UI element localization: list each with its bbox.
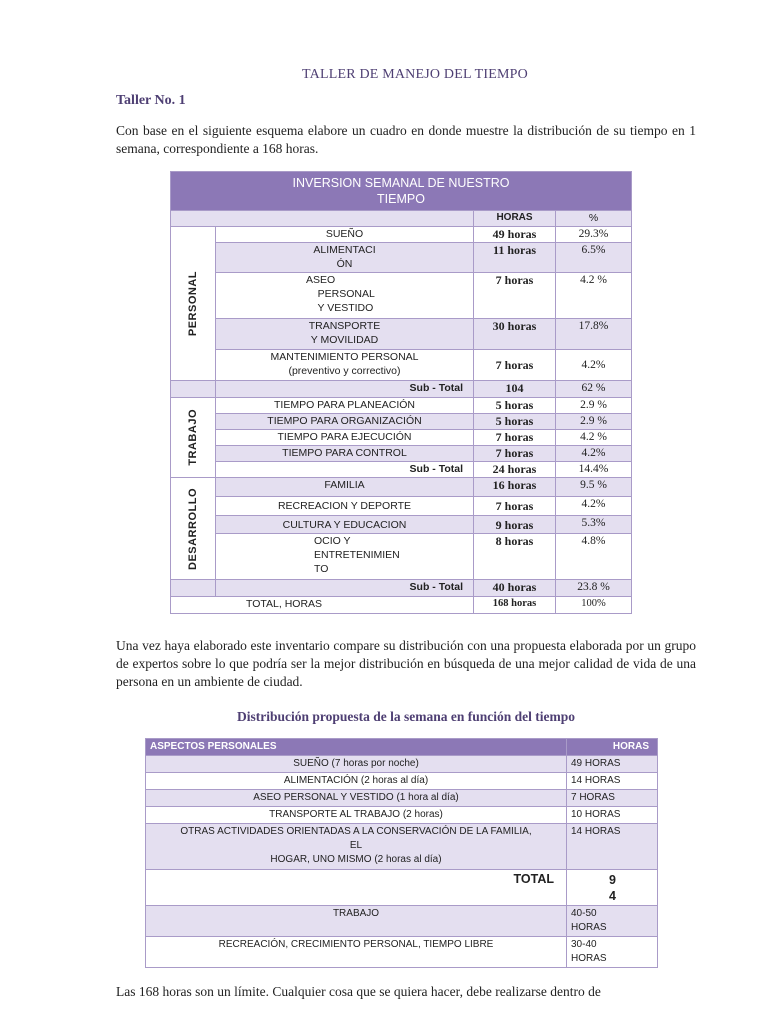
percent-cell: 4.2 % — [556, 273, 632, 319]
hours-cell: 5 horas — [474, 398, 556, 414]
activity-cell: FAMILIA — [216, 478, 474, 497]
total-label: TOTAL — [146, 870, 567, 906]
hours-cell: 30-40 HORAS — [567, 937, 658, 968]
subtotal-group-cell — [171, 580, 216, 597]
proposed-distribution-table — [145, 738, 658, 968]
hours-cell: 5 horas — [474, 414, 556, 430]
closing-paragraph: Las 168 horas son un límite. Cualquier cosa que se quiera hacer, debe realizarse dentro de — [116, 984, 601, 999]
hours-cell: 8 horas — [474, 534, 556, 580]
activity-cell: MANTENIMIENTO PERSONAL (preventivo y correctivo) — [216, 350, 474, 381]
hours-column-header: HORAS — [474, 211, 556, 227]
hours-cell: 7 horas — [474, 446, 556, 462]
aspect-cell: SUEÑO (7 horas por noche) — [146, 756, 567, 773]
activity-cell: TIEMPO PARA PLANEACIÓN — [216, 398, 474, 414]
activity-cell: OCIO Y ENTRETENIMIEN TO — [216, 534, 474, 580]
hours-cell: 11 horas — [474, 243, 556, 273]
percent-column-header: % — [556, 211, 632, 227]
activity-cell: TIEMPO PARA EJECUCIÓN — [216, 430, 474, 446]
subtotal-label: Sub - Total — [216, 580, 474, 597]
total-label: TOTAL, HORAS — [171, 597, 474, 614]
subtotal-group-cell — [171, 381, 216, 398]
group-label-trabajo: TRABAJO — [171, 398, 216, 478]
percent-cell: 4.2% — [556, 350, 632, 381]
hours-cell: 16 horas — [474, 478, 556, 497]
activity-cell: CULTURA Y EDUCACION — [216, 516, 474, 534]
hours-cell: 49 horas — [474, 227, 556, 243]
subtotal-label: Sub - Total — [216, 381, 474, 398]
aspect-cell: RECREACIÓN, CRECIMIENTO PERSONAL, TIEMPO LIBRE — [146, 937, 567, 968]
aspect-cell: ALIMENTACIÓN (2 horas al día) — [146, 773, 567, 790]
activity-cell: SUEÑO — [216, 227, 474, 243]
activity-cell: ASEO PERSONAL Y VESTIDO — [216, 273, 474, 319]
total-percent: 100% — [556, 597, 632, 614]
percent-cell: 6.5% — [556, 243, 632, 273]
hours-cell: 7 HORAS — [567, 790, 658, 807]
percent-cell: 5.3% — [556, 516, 632, 534]
hours-cell: 7 horas — [474, 350, 556, 381]
subtotal-percent: 23.8 % — [556, 580, 632, 597]
aspects-column-header: ASPECTOS PERSONALES — [146, 739, 567, 756]
total-value: 9 4 — [567, 870, 658, 906]
total-hours: 168 horas — [474, 597, 556, 614]
subtotal-hours: 40 horas — [474, 580, 556, 597]
aspect-cell: TRANSPORTE AL TRABAJO (2 horas) — [146, 807, 567, 824]
subtotal-hours: 24 horas — [474, 462, 556, 478]
hours-cell: 7 horas — [474, 430, 556, 446]
subtotal-percent: 14.4% — [556, 462, 632, 478]
subtotal-hours: 104 — [474, 381, 556, 398]
hours-cell: 7 horas — [474, 497, 556, 516]
intro-paragraph: Con base en el siguiente esquema elabore un cuadro en donde muestre la distribución de su tiempo en 1 semana, correspondiente a 168 horas. — [116, 123, 696, 156]
percent-cell: 4.8% — [556, 534, 632, 580]
subtotal-percent: 62 % — [556, 381, 632, 398]
hours-cell: 14 HORAS — [567, 824, 658, 870]
hours-cell: 7 horas — [474, 273, 556, 319]
percent-cell: 17.8% — [556, 319, 632, 350]
hours-column-header: HORAS — [567, 739, 658, 756]
group-label-desarrollo: DESARROLLO — [171, 478, 216, 580]
percent-cell: 4.2% — [556, 497, 632, 516]
activity-cell: TRANSPORTE Y MOVILIDAD — [216, 319, 474, 350]
hours-cell: 40-50 HORAS — [567, 906, 658, 937]
aspect-cell: OTRAS ACTIVIDADES ORIENTADAS A LA CONSERVACIÓN DE LA FAMILIA, EL HOGAR, UNO MISMO (2 horas al día) — [146, 824, 567, 870]
workshop-number: Taller No. 1 — [116, 93, 186, 108]
percent-cell: 9.5 % — [556, 478, 632, 497]
percent-cell: 2.9 % — [556, 414, 632, 430]
table-header: INVERSION SEMANAL DE NUESTRO TIEMPO — [171, 172, 632, 211]
subtotal-label: Sub - Total — [216, 462, 474, 478]
percent-cell: 29.3% — [556, 227, 632, 243]
section-title: Distribución propuesta de la semana en función del tiempo — [236, 709, 576, 724]
hours-cell: 10 HORAS — [567, 807, 658, 824]
blank-header-cell — [171, 211, 474, 227]
time-investment-table — [170, 171, 632, 614]
aspect-cell: TRABAJO — [146, 906, 567, 937]
hours-cell: 30 horas — [474, 319, 556, 350]
comparison-paragraph: Una vez haya elaborado este inventario compare su distribución con una propuesta elaborada por un grupo de expertos sobre lo que podría ser la mejor distribución en búsqueda de una mejor calidad de vida de una persona en un ambiente de ciudad. — [116, 638, 696, 689]
percent-cell: 4.2% — [556, 446, 632, 462]
hours-cell: 49 HORAS — [567, 756, 658, 773]
group-label-personal: PERSONAL — [171, 227, 216, 381]
hours-cell: 14 HORAS — [567, 773, 658, 790]
activity-cell: TIEMPO PARA ORGANIZACIÓN — [216, 414, 474, 430]
aspect-cell: ASEO PERSONAL Y VESTIDO (1 hora al día) — [146, 790, 567, 807]
activity-cell: ALIMENTACI ÓN — [216, 243, 474, 273]
percent-cell: 4.2 % — [556, 430, 632, 446]
percent-cell: 2.9 % — [556, 398, 632, 414]
activity-cell: RECREACION Y DEPORTE — [216, 497, 474, 516]
hours-cell: 9 horas — [474, 516, 556, 534]
activity-cell: TIEMPO PARA CONTROL — [216, 446, 474, 462]
document-title: TALLER DE MANEJO DEL TIEMPO — [302, 67, 528, 82]
